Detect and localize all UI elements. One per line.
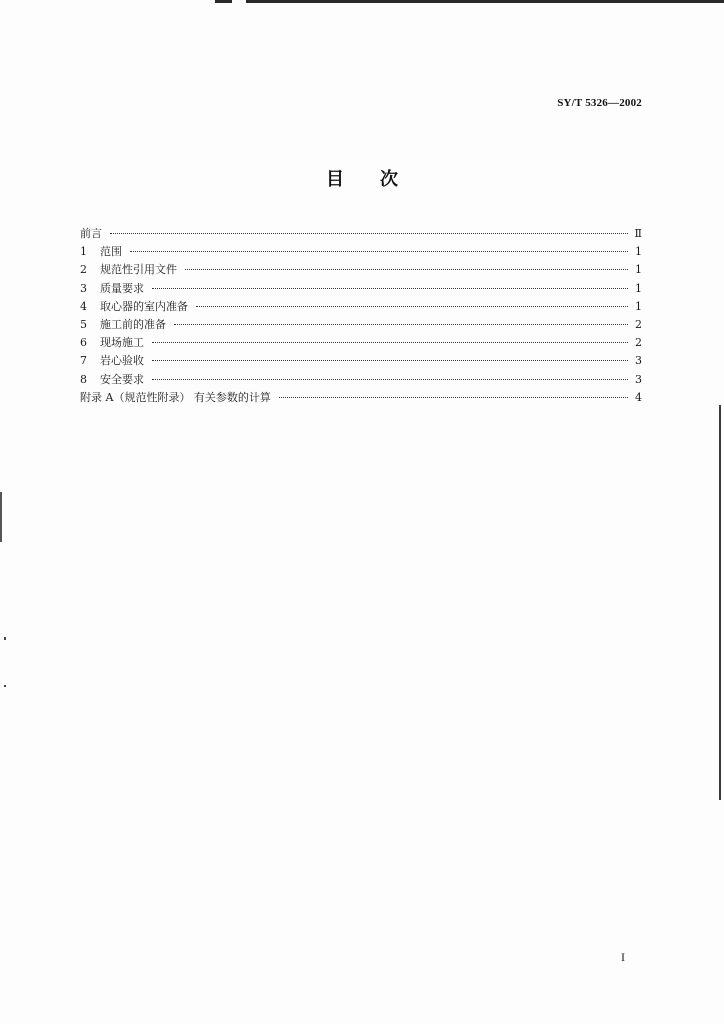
toc-entry-7[interactable] <box>80 352 642 370</box>
toc-entry-number: 2 <box>80 263 87 277</box>
toc-entry-label: 前言 <box>80 227 102 240</box>
toc-entry-number: 8 <box>80 372 87 386</box>
toc-entry-number: 4 <box>80 299 87 313</box>
toc-entry-label: 施工前的准备 <box>100 317 166 331</box>
toc-leader-dots <box>110 233 628 234</box>
toc-leader-dots <box>152 342 628 343</box>
toc-entry-page: 3 <box>635 372 642 386</box>
scan-artifact-left-edge <box>0 492 2 542</box>
scan-artifact-right-edge <box>719 405 721 800</box>
toc-entry-2[interactable] <box>80 261 642 279</box>
toc-entry-8[interactable] <box>80 371 642 389</box>
toc-entry-page: 2 <box>635 317 642 331</box>
toc-entry-label: 安全要求 <box>100 372 144 386</box>
document-code: SY/T 5326—2002 <box>557 97 642 109</box>
toc-leader-dots <box>152 360 628 361</box>
toc-entry-label: 规范性引用文件 <box>100 263 177 277</box>
toc-leader-dots <box>196 306 628 307</box>
toc-leader-dots <box>185 269 628 270</box>
toc-title-part2: 次 <box>380 169 398 190</box>
toc-entry-page: 1 <box>635 299 642 313</box>
table-of-contents <box>80 225 642 407</box>
page-number: I <box>621 950 625 964</box>
toc-entry-6[interactable] <box>80 334 642 352</box>
toc-title-part1: 目 <box>326 169 344 190</box>
toc-entry-label: 取心器的室内准备 <box>100 299 188 313</box>
scan-artifact-speck <box>4 685 6 687</box>
toc-entry-page: 3 <box>635 354 642 368</box>
scan-artifact-speck <box>4 637 6 640</box>
toc-entry-1[interactable] <box>80 243 642 261</box>
toc-leader-dots <box>152 288 628 289</box>
toc-leader-dots <box>130 251 628 252</box>
toc-entry-3[interactable] <box>80 280 642 298</box>
toc-entry-label: 现场施工 <box>100 336 144 350</box>
toc-entry-label: 范围 <box>100 245 122 259</box>
toc-entry-5[interactable] <box>80 316 642 334</box>
toc-entry-page: 2 <box>635 336 642 350</box>
toc-leader-dots <box>279 397 628 398</box>
scan-artifact-top-line <box>215 0 724 3</box>
toc-entry-4[interactable] <box>80 298 642 316</box>
toc-entry-label: 岩心验收 <box>100 354 144 368</box>
toc-entry-appendix-a[interactable] <box>80 389 642 407</box>
toc-entry-number: 3 <box>80 281 87 295</box>
toc-entry-page: 1 <box>635 263 642 277</box>
toc-entry-label: 附录 A（规范性附录） 有关参数的计算 <box>80 390 271 404</box>
toc-entry-number: 1 <box>80 245 87 259</box>
toc-entry-number: 6 <box>80 336 87 350</box>
toc-entry-number: 7 <box>80 354 87 368</box>
toc-title <box>0 165 724 191</box>
toc-entry-page: 1 <box>635 245 642 259</box>
toc-entry-number: 5 <box>80 317 87 331</box>
toc-entry-page: 1 <box>635 281 642 295</box>
toc-leader-dots <box>174 324 628 325</box>
toc-entry-page: Ⅱ <box>634 227 642 240</box>
toc-leader-dots <box>152 379 628 380</box>
toc-entry-page: 4 <box>635 390 642 404</box>
scan-artifact-gap <box>232 0 246 3</box>
toc-entry-foreword[interactable] <box>80 225 642 243</box>
toc-entry-label: 质量要求 <box>100 281 144 295</box>
